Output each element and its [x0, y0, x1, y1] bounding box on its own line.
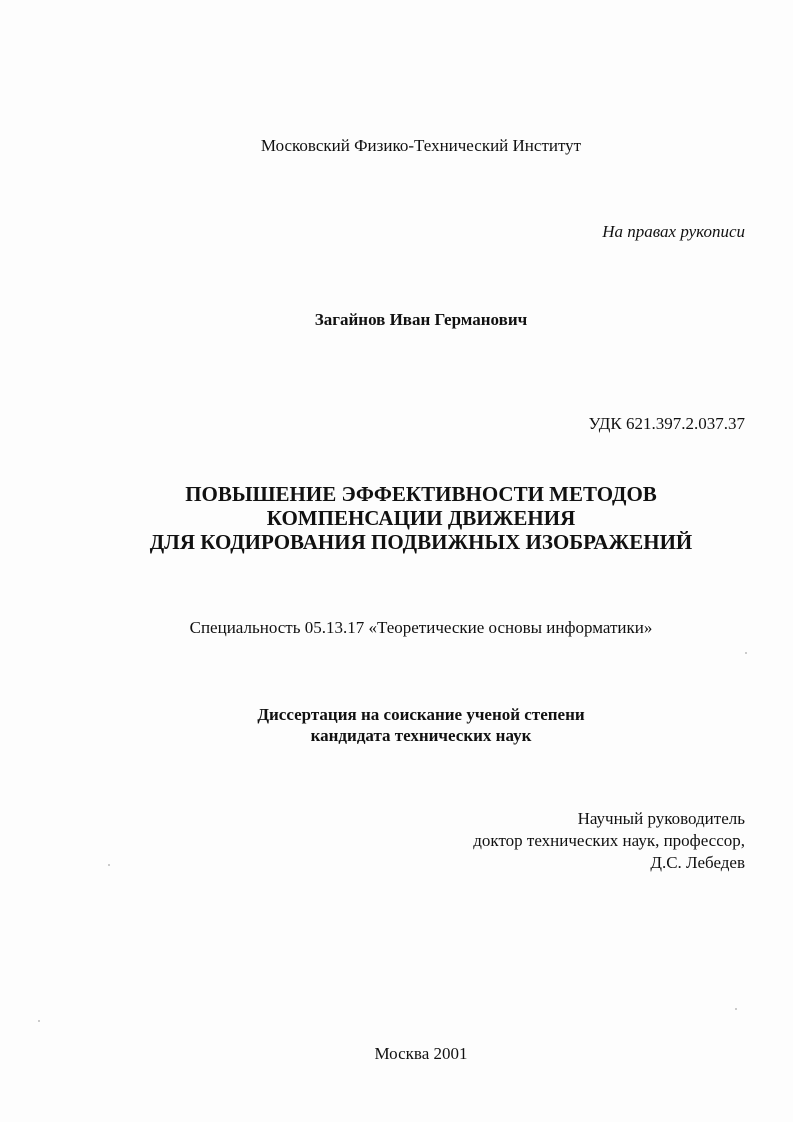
scan-speck: [735, 1008, 737, 1010]
degree-statement: [0, 704, 793, 746]
title-line: КОМПЕНСАЦИИ ДВИЖЕНИЯ: [266, 506, 576, 530]
dissertation-title: [0, 482, 793, 554]
supervisor-line: Научный руководитель: [577, 809, 745, 828]
degree-line: Диссертация на соискание ученой степени: [257, 705, 585, 724]
scan-speck: [108, 864, 110, 866]
supervisor-line: Д.С. Лебедев: [650, 853, 745, 872]
title-line: ПОВЫШЕНИЕ ЭФФЕКТИВНОСТИ МЕТОДОВ: [185, 482, 657, 506]
manuscript-note: На правах рукописи: [602, 222, 745, 241]
city-year: Москва 2001: [374, 1044, 468, 1063]
author-name: Загайнов Иван Германович: [314, 310, 528, 329]
scan-speck: [745, 652, 747, 654]
udk-code: УДК 621.397.2.037.37: [588, 414, 745, 433]
specialty: Специальность 05.13.17 «Теоретические основы информатики»: [189, 618, 653, 637]
institute-name: Московский Физико-Технический Институт: [260, 136, 582, 155]
supervisor-block: [473, 808, 745, 874]
degree-line: кандидата технических наук: [310, 726, 532, 745]
title-line: ДЛЯ КОДИРОВАНИЯ ПОДВИЖНЫХ ИЗОБРАЖЕНИЙ: [149, 530, 693, 554]
scan-speck: [38, 1020, 40, 1022]
supervisor-line: доктор технических наук, профессор,: [473, 831, 745, 850]
